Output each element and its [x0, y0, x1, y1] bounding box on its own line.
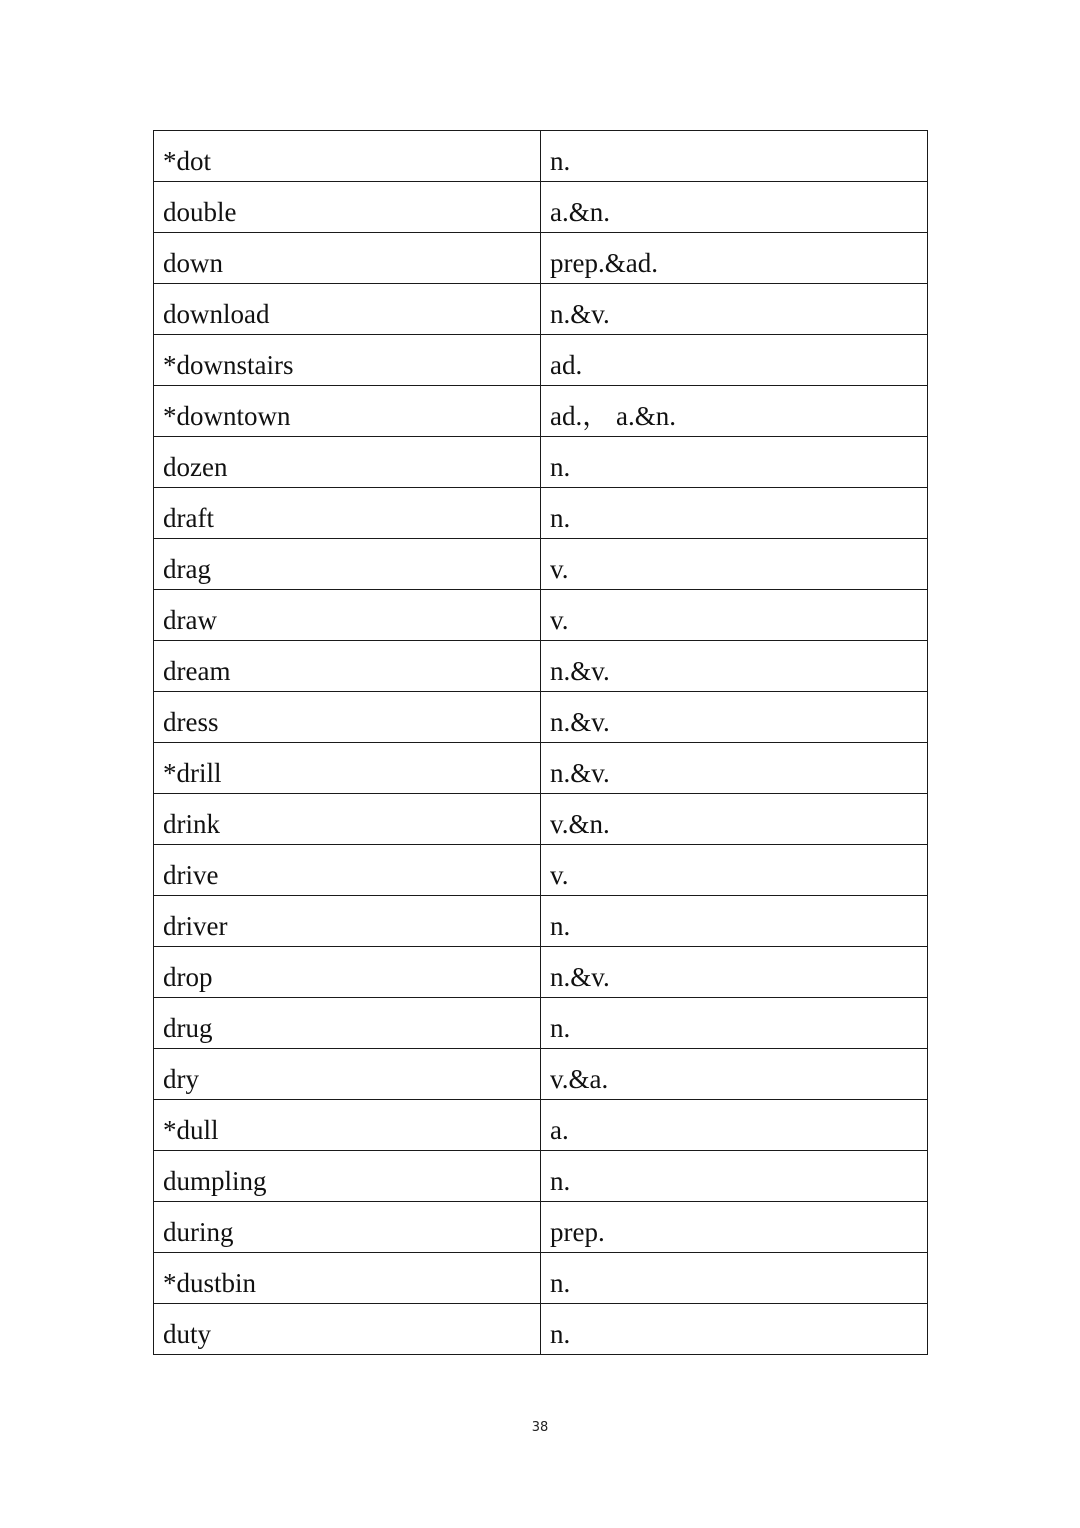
table-row [154, 335, 928, 386]
word-cell: double [154, 182, 541, 233]
table-row [154, 590, 928, 641]
part-of-speech-cell: n. [541, 1151, 928, 1202]
table-row [154, 182, 928, 233]
part-of-speech-cell: ad. [541, 335, 928, 386]
part-of-speech-cell: a.&n. [541, 182, 928, 233]
word-cell: drag [154, 539, 541, 590]
part-of-speech-cell: v. [541, 590, 928, 641]
part-of-speech-cell: n.&v. [541, 641, 928, 692]
part-of-speech-cell: n. [541, 1253, 928, 1304]
table-row [154, 1049, 928, 1100]
part-of-speech-cell: a. [541, 1100, 928, 1151]
table-row [154, 896, 928, 947]
word-cell: driver [154, 896, 541, 947]
word-cell: download [154, 284, 541, 335]
table-row [154, 845, 928, 896]
table-row [154, 743, 928, 794]
word-cell: *dull [154, 1100, 541, 1151]
table-row [154, 1304, 928, 1355]
part-of-speech-cell: ad.， a.&n. [541, 386, 928, 437]
table-row [154, 641, 928, 692]
part-of-speech-cell: n.&v. [541, 284, 928, 335]
table-row [154, 386, 928, 437]
word-cell: drive [154, 845, 541, 896]
word-cell: dumpling [154, 1151, 541, 1202]
word-cell: draft [154, 488, 541, 539]
word-cell: drug [154, 998, 541, 1049]
table-row [154, 437, 928, 488]
part-of-speech-cell: prep. [541, 1202, 928, 1253]
table-row [154, 1100, 928, 1151]
part-of-speech-cell: v.&a. [541, 1049, 928, 1100]
part-of-speech-cell: n. [541, 896, 928, 947]
vocabulary-table [153, 130, 928, 1355]
part-of-speech-cell: n. [541, 1304, 928, 1355]
word-cell: draw [154, 590, 541, 641]
table-row [154, 1151, 928, 1202]
word-cell: *downstairs [154, 335, 541, 386]
table-row [154, 947, 928, 998]
word-cell: down [154, 233, 541, 284]
part-of-speech-cell: v. [541, 845, 928, 896]
part-of-speech-cell: n. [541, 131, 928, 182]
part-of-speech-cell: n.&v. [541, 743, 928, 794]
table-row [154, 284, 928, 335]
vocabulary-table-body [154, 131, 928, 1355]
table-row [154, 998, 928, 1049]
word-cell: drop [154, 947, 541, 998]
word-cell: dozen [154, 437, 541, 488]
word-cell: dry [154, 1049, 541, 1100]
table-row [154, 131, 928, 182]
table-row [154, 692, 928, 743]
table-row [154, 794, 928, 845]
part-of-speech-cell: prep.&ad. [541, 233, 928, 284]
part-of-speech-cell: n. [541, 437, 928, 488]
table-row [154, 1202, 928, 1253]
word-cell: *downtown [154, 386, 541, 437]
table-row [154, 1253, 928, 1304]
word-cell: dress [154, 692, 541, 743]
word-cell: during [154, 1202, 541, 1253]
part-of-speech-cell: n. [541, 488, 928, 539]
table-row [154, 488, 928, 539]
word-cell: *drill [154, 743, 541, 794]
part-of-speech-cell: v. [541, 539, 928, 590]
word-cell: drink [154, 794, 541, 845]
part-of-speech-cell: n.&v. [541, 692, 928, 743]
table-row [154, 233, 928, 284]
part-of-speech-cell: n.&v. [541, 947, 928, 998]
table-row [154, 539, 928, 590]
part-of-speech-cell: v.&n. [541, 794, 928, 845]
word-cell: *dot [154, 131, 541, 182]
word-cell: dream [154, 641, 541, 692]
page-number: 38 [531, 1420, 549, 1435]
word-cell: duty [154, 1304, 541, 1355]
word-cell: *dustbin [154, 1253, 541, 1304]
part-of-speech-cell: n. [541, 998, 928, 1049]
